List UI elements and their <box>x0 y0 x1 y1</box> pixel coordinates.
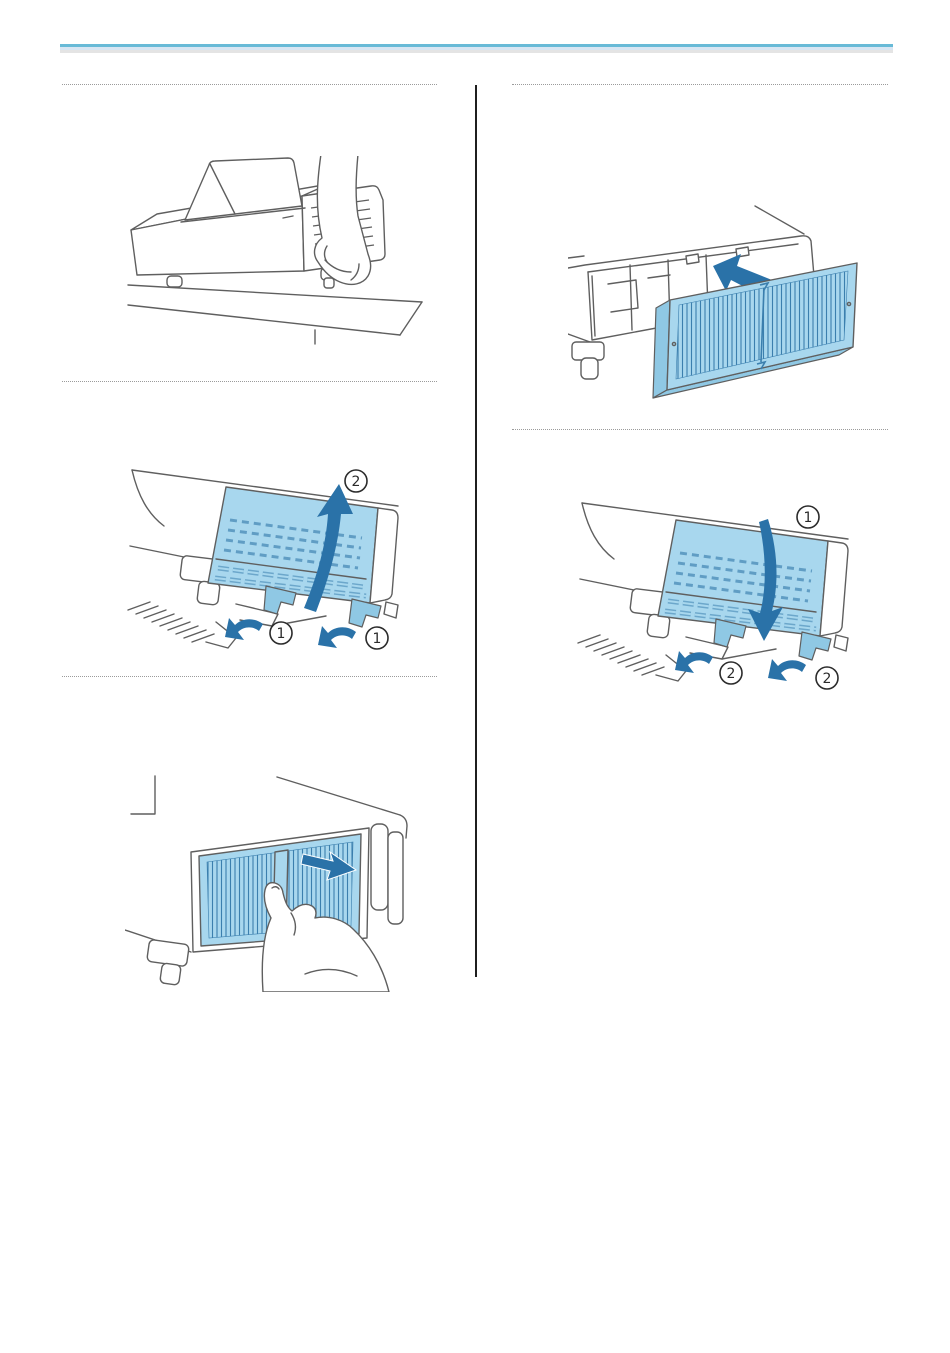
vent-stripes <box>128 602 214 642</box>
latch-arrow-icon <box>318 626 356 648</box>
air-filter-cover <box>208 487 398 627</box>
filter-cover-close-illustration <box>570 495 900 710</box>
filter-cover-open-illustration <box>120 462 450 677</box>
adjustable-foot <box>147 939 190 966</box>
step-number: 1 <box>803 510 813 526</box>
dotted-rule <box>512 429 888 430</box>
step-marker <box>366 627 388 649</box>
dotted-rule <box>62 381 437 382</box>
figure-open-filter-cover <box>120 462 450 677</box>
column-divider <box>475 85 477 977</box>
step-number: 1 <box>276 626 286 642</box>
air-filter-insert-illustration <box>568 192 878 407</box>
latch-arrow-icon <box>768 659 806 681</box>
figure-carry-projector <box>125 156 443 356</box>
latch-arrow-icon <box>225 618 263 640</box>
step-number: 2 <box>822 671 832 687</box>
step-number: 2 <box>726 666 736 682</box>
air-filter <box>653 263 857 398</box>
dotted-rule <box>512 84 888 85</box>
header-rule <box>60 44 893 53</box>
step-marker <box>797 506 819 528</box>
dotted-rule <box>62 84 437 85</box>
figure-close-filter-cover <box>570 495 900 710</box>
cover-latch <box>349 599 381 627</box>
step-marker <box>345 470 367 492</box>
front-foot <box>167 276 182 287</box>
side-duct <box>371 824 388 910</box>
carry-projector-illustration <box>125 156 443 356</box>
figure-insert-air-filter <box>568 192 878 407</box>
table-surface <box>128 285 422 344</box>
step-number: 1 <box>372 631 382 647</box>
cover-latch <box>799 632 831 660</box>
step-marker <box>270 622 292 644</box>
adjustable-foot <box>572 342 604 360</box>
air-filter-remove-illustration <box>125 766 445 992</box>
latch-arrow-icon <box>675 651 713 673</box>
step-marker <box>720 662 742 684</box>
vent-stripes <box>578 635 664 675</box>
latch-slot <box>686 254 699 264</box>
figure-remove-air-filter <box>125 766 445 992</box>
header-rule-gray <box>60 50 893 53</box>
step-number: 2 <box>351 474 361 490</box>
step-marker <box>816 667 838 689</box>
air-filter-cover <box>658 520 848 660</box>
